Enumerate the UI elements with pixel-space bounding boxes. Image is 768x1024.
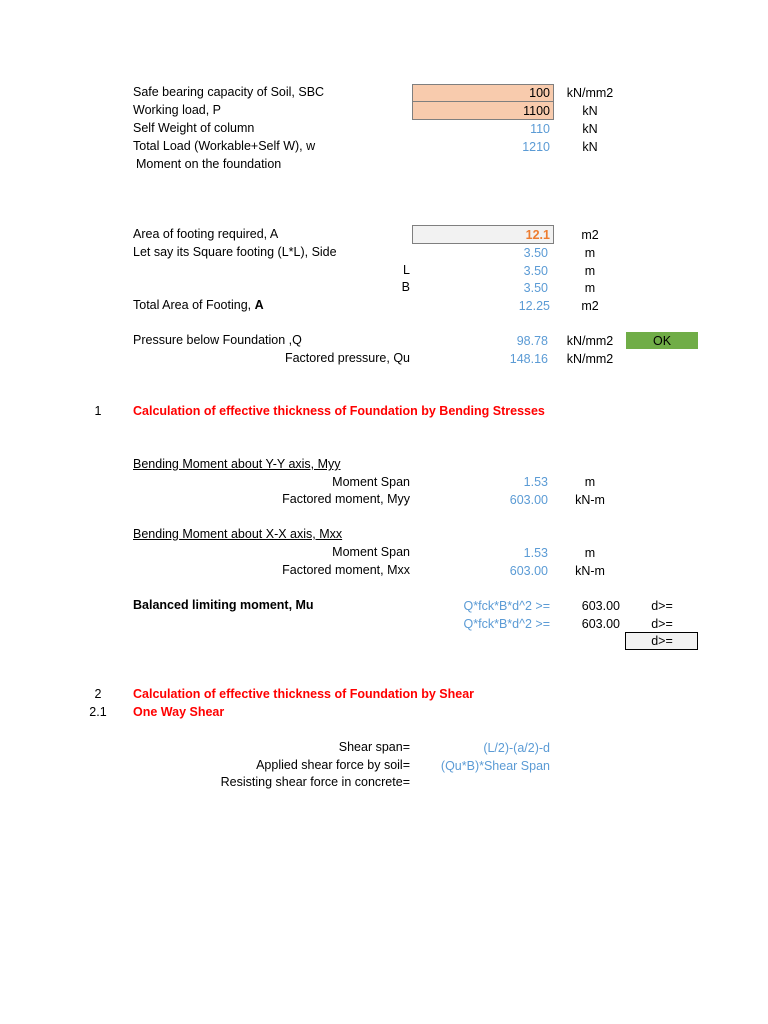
section-2-title: Calculation of effective thickness of Foundation by Shear: [133, 687, 475, 701]
section-1-title: Calculation of effective thickness of Foundation by Bending Stresses: [133, 404, 545, 418]
pressure-label: Pressure below Foundation ,Q: [133, 333, 302, 347]
section-2-number: 2: [94, 687, 102, 701]
pressure-value: 98.78: [516, 334, 548, 348]
working-load-label: Working load, P: [133, 103, 222, 117]
myy-span-value: 1.53: [523, 475, 548, 489]
mu-value-2: 603.00: [581, 617, 620, 631]
mxx-span-label: Moment Span: [332, 545, 410, 559]
total-load-value: 1210: [522, 140, 550, 154]
total-load-label: Total Load (Workable+Self W), w: [133, 139, 316, 153]
total-load-unit: kN: [582, 140, 598, 154]
mu-label: Balanced limiting moment, Mu: [133, 598, 314, 612]
pressure-status: OK: [652, 334, 672, 348]
total-area-label: [133, 297, 264, 313]
mxx-factored-label: Factored moment, Mxx: [282, 563, 410, 577]
total-area-label-text: Total Area of Footing,: [133, 298, 255, 312]
sbc-label: Safe bearing capacity of Soil, SBC: [133, 85, 325, 99]
mxx-span-value: 1.53: [523, 546, 548, 560]
total-area-unit: m2: [581, 299, 599, 313]
mu-d-1: d>=: [651, 599, 673, 613]
length-label: L: [403, 263, 410, 277]
myy-factored-label: Factored moment, Myy: [282, 492, 410, 506]
factored-pressure-label: Factored pressure, Qu: [284, 351, 410, 365]
total-area-label-symbol: A: [254, 298, 264, 312]
mu-d-2: d>=: [651, 617, 673, 631]
mxx-factored-value: 603.00: [509, 564, 548, 578]
myy-factored-value: 603.00: [509, 493, 548, 507]
area-required-label: Area of footing required, A: [133, 227, 279, 241]
area-required-unit: m2: [581, 228, 599, 242]
factored-pressure-unit: kN/mm2: [566, 352, 614, 366]
pressure-unit: kN/mm2: [566, 334, 614, 348]
self-weight-value: 110: [530, 122, 550, 136]
mu-d-3: d>=: [651, 634, 673, 648]
breadth-label: B: [401, 280, 410, 294]
side-label: Let say its Square footing (L*L), Side: [133, 245, 337, 259]
mxx-span-unit: m: [584, 546, 596, 560]
breadth-value: 3.50: [523, 281, 548, 295]
working-load-value: 1100: [523, 104, 550, 118]
myy-span-label: Moment Span: [332, 475, 410, 489]
myy-span-unit: m: [584, 475, 596, 489]
resisting-shear-label: Resisting shear force in concrete=: [220, 775, 410, 789]
side-unit: m: [584, 246, 596, 260]
breadth-unit: m: [584, 281, 596, 295]
section-1-number: 1: [94, 404, 102, 418]
shear-span-formula: (L/2)-(a/2)-d: [483, 741, 550, 755]
factored-pressure-value: 148.16: [509, 352, 548, 366]
applied-shear-formula: (Qu*B)*Shear Span: [440, 759, 550, 773]
length-value: 3.50: [523, 264, 548, 278]
total-area-value: 12.25: [518, 299, 550, 313]
mu-value-1: 603.00: [581, 599, 620, 613]
area-required-value: 12.1: [525, 228, 550, 242]
applied-shear-label: Applied shear force by soil=: [256, 758, 410, 772]
self-weight-label: Self Weight of column: [133, 121, 255, 135]
mu-formula-1: Q*fck*B*d^2 >=: [463, 599, 550, 613]
length-unit: m: [584, 264, 596, 278]
myy-heading: Bending Moment about Y-Y axis, Myy: [133, 457, 341, 471]
mu-formula-2: Q*fck*B*d^2 >=: [463, 617, 550, 631]
working-load-unit: kN: [582, 104, 598, 118]
shear-span-label: Shear span=: [338, 740, 410, 754]
mxx-factored-unit: kN-m: [575, 564, 605, 578]
mxx-heading: Bending Moment about X-X axis, Mxx: [133, 527, 343, 541]
side-value: 3.50: [523, 246, 548, 260]
section-2-1-number: 2.1: [89, 705, 107, 719]
sbc-unit: kN/mm2: [566, 86, 614, 100]
section-2-1-title: One Way Shear: [133, 705, 225, 719]
moment-label: Moment on the foundation: [136, 157, 282, 171]
sbc-value: 100: [529, 86, 550, 100]
myy-factored-unit: kN-m: [575, 493, 605, 507]
self-weight-unit: kN: [582, 122, 598, 136]
